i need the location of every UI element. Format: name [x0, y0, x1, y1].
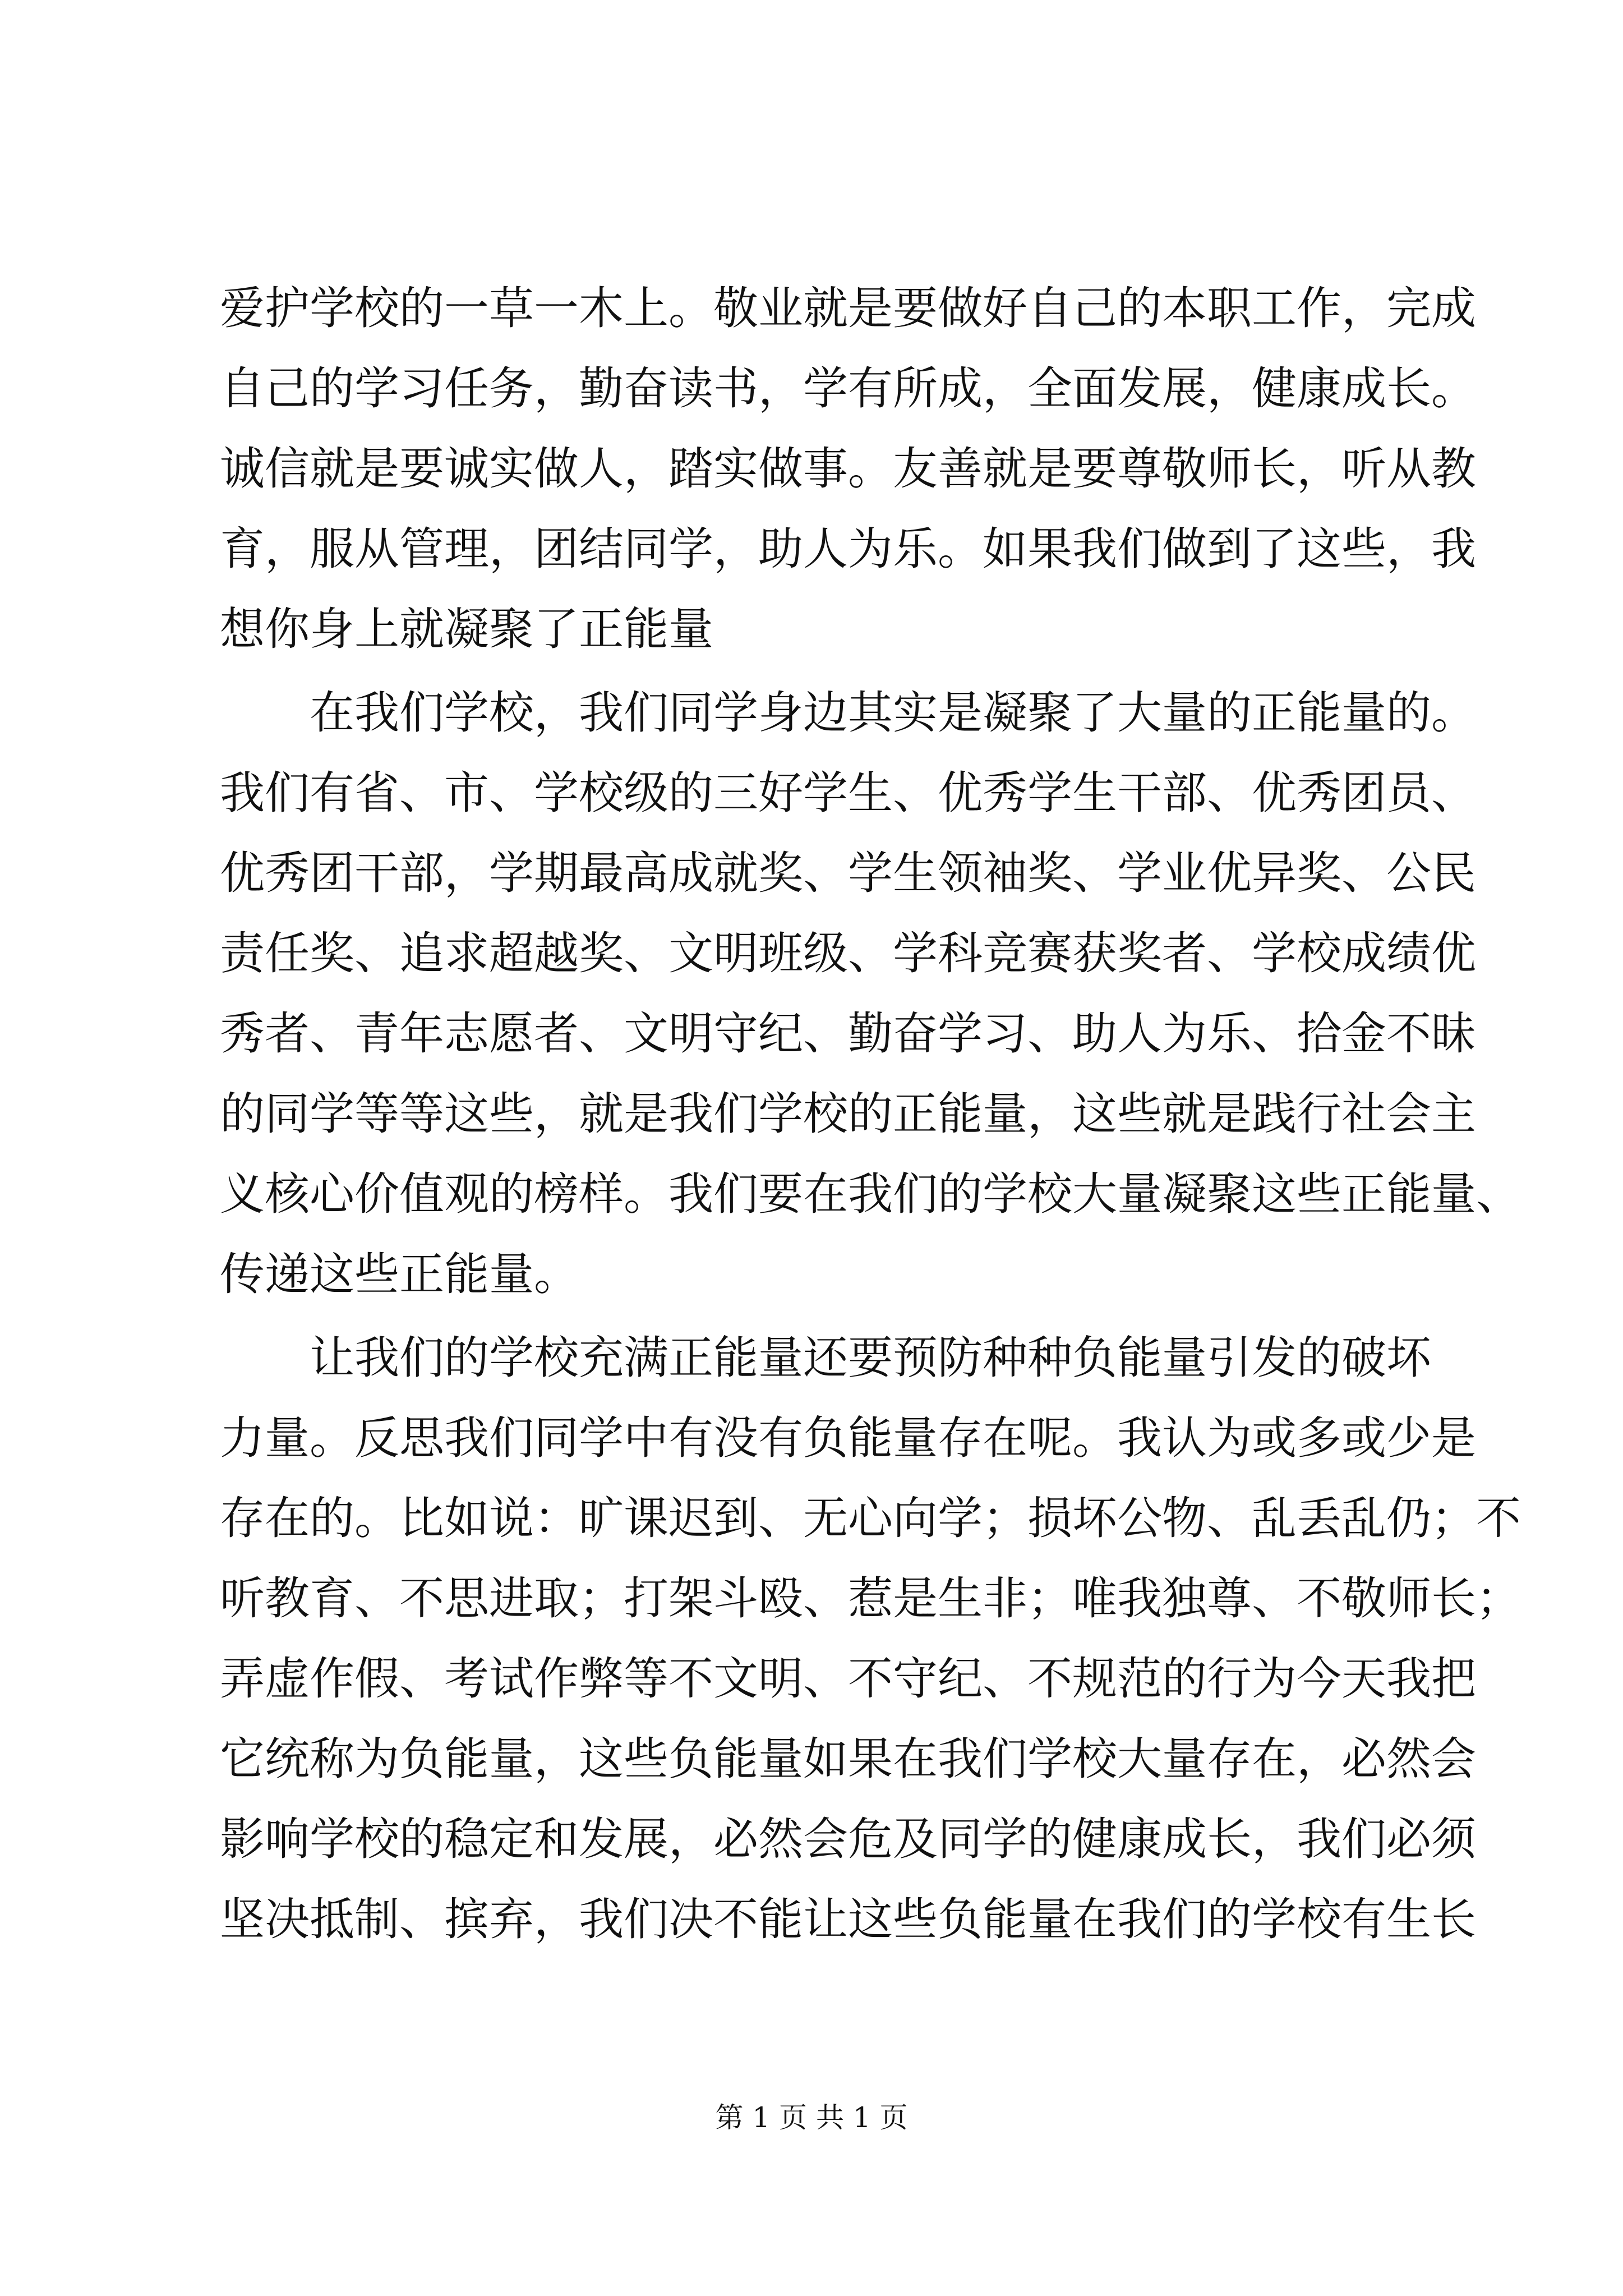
- text-line: 责任奖、追求超越奖、文明班级、学科竞赛获奖者、学校成绩优: [220, 927, 1476, 979]
- paragraph-first-line: 让我们的学校充满正能量还要预防种种负能量引发的破坏: [310, 1332, 1431, 1384]
- text-line: 传递这些正能量。: [220, 1248, 579, 1300]
- page-footer: 第 1 页 共 1 页: [715, 2101, 908, 2134]
- text-line: 优秀团干部，学期最高成就奖、学生领袖奖、学业优异奖、公民: [220, 847, 1476, 899]
- text-line: 自己的学习任务，勤奋读书，学有所成，全面发展，健康成长。: [220, 362, 1476, 415]
- text-line: 影响学校的稳定和发展，必然会危及同学的健康成长，我们必须: [220, 1813, 1476, 1865]
- text-line: 育，服从管理，团结同学，助人为乐。如果我们做到了这些，我: [220, 523, 1476, 575]
- paragraph-first-line: 在我们学校，我们同学身边其实是凝聚了大量的正能量的。: [310, 687, 1476, 739]
- text-line: 义核心价值观的榜样。我们要在我们的学校大量凝聚这些正能量、: [220, 1168, 1521, 1220]
- text-line: 我们有省、市、学校级的三好学生、优秀学生干部、优秀团员、: [220, 767, 1476, 819]
- document-body: [220, 268, 1521, 1959]
- text-line: 存在的。比如说：旷课迟到、无心向学；损坏公物、乱丢乱仍；不: [220, 1492, 1521, 1544]
- text-line: 弄虚作假、考试作弊等不文明、不守纪、不规范的行为今天我把: [220, 1653, 1476, 1705]
- text-line: 秀者、青年志愿者、文明守纪、勤奋学习、助人为乐、拾金不昧: [220, 1007, 1476, 1060]
- text-line: 力量。反思我们同学中有没有负能量存在呢。我认为或多或少是: [220, 1412, 1476, 1464]
- text-line: 诚信就是要诚实做人，踏实做事。友善就是要尊敬师长，听从教: [220, 443, 1476, 495]
- text-line: 想你身上就凝聚了正能量: [220, 603, 713, 655]
- text-line: 爱护学校的一草一木上。敬业就是要做好自己的本职工作，完成: [220, 282, 1476, 334]
- text-line: 坚决抵制、摈弃，我们决不能让这些负能量在我们的学校有生长: [220, 1893, 1476, 1945]
- text-line: 听教育、不思进取；打架斗殴、惹是生非；唯我独尊、不敬师长；: [220, 1572, 1521, 1625]
- text-line: 它统称为负能量，这些负能量如果在我们学校大量存在，必然会: [220, 1733, 1476, 1785]
- text-line: 的同学等等这些，就是我们学校的正能量，这些就是践行社会主: [220, 1088, 1476, 1140]
